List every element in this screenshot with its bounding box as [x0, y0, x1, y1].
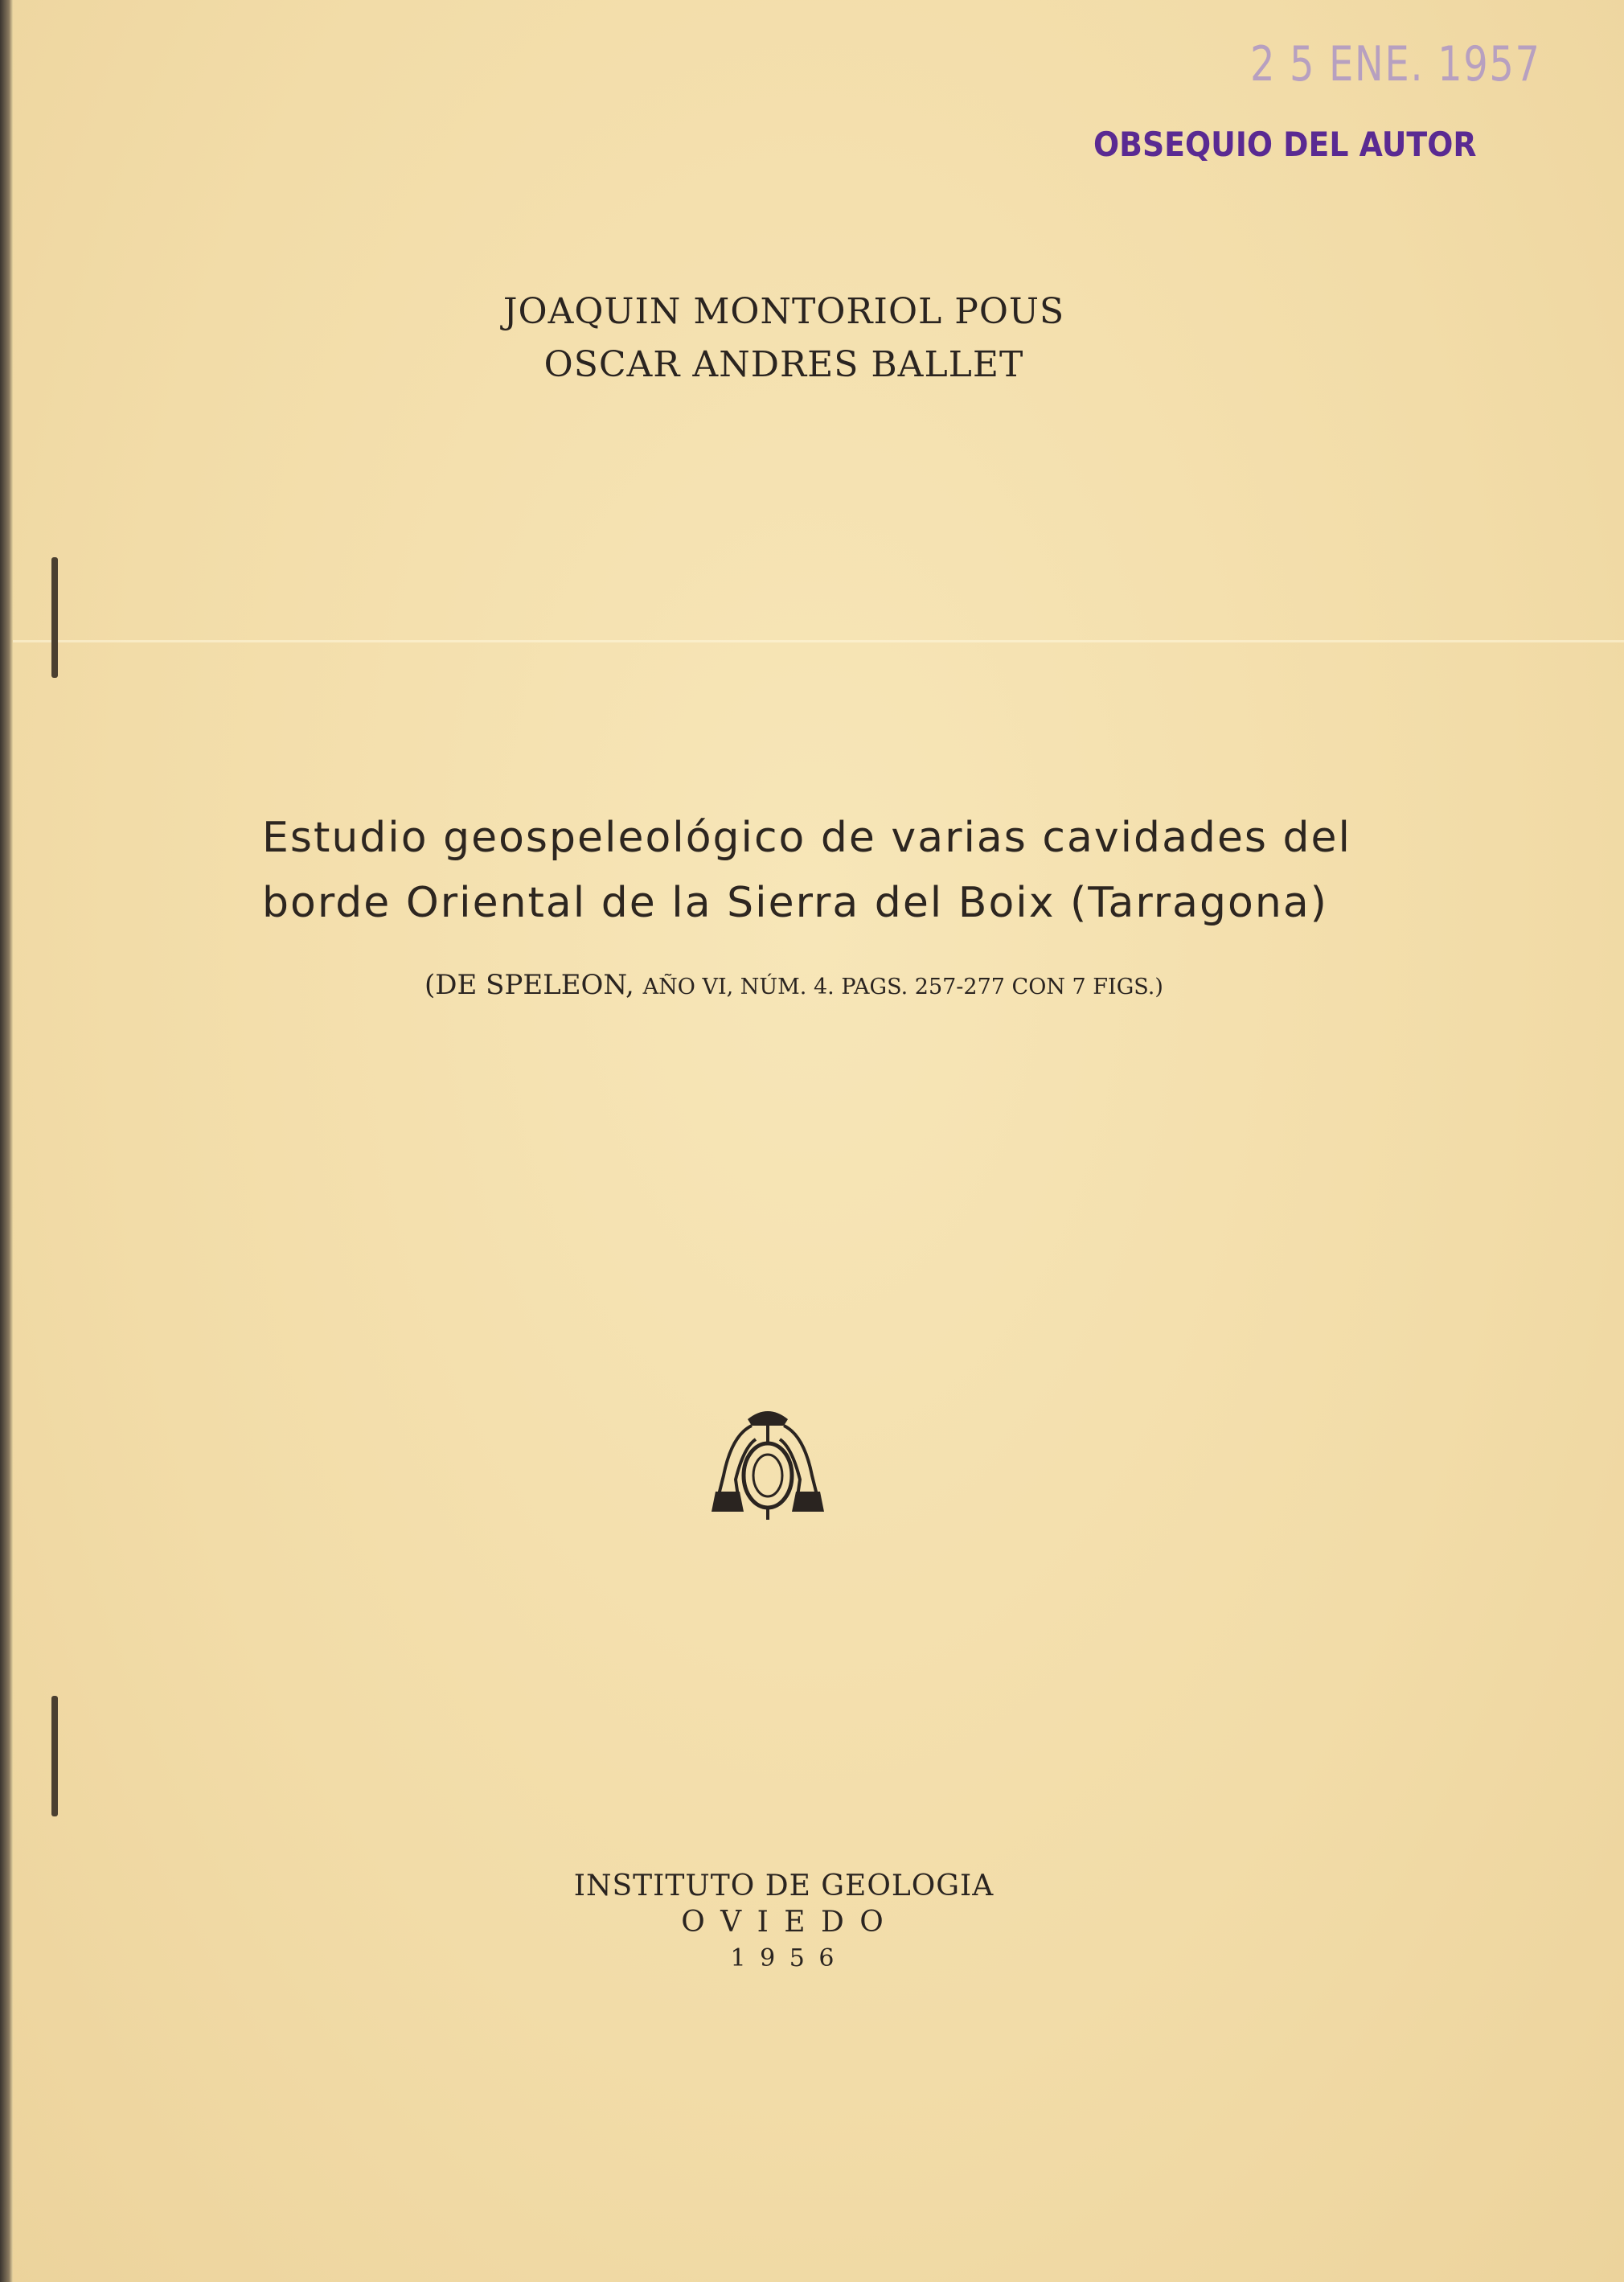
- binding-edge: [0, 0, 13, 2282]
- publisher-city: O V I E D O: [681, 1906, 887, 1939]
- date-stamp: 2 5 ENE. 1957: [1250, 36, 1541, 92]
- title-line-1: Estudio geospeleológico de varias cavidades del: [262, 814, 1351, 862]
- publication-year: 1 9 5 6: [730, 1944, 838, 1972]
- title-line-2: borde Oriental de la Sierra del Boix (Tarragona): [262, 879, 1328, 927]
- institute-name: INSTITUTO DE GEOLOGIA: [573, 1870, 994, 1902]
- author-1: JOAQUIN MONTORIOL POUS: [502, 291, 1065, 332]
- staple-bottom: [51, 1696, 58, 1816]
- source-prefix: (DE SPELEON,: [424, 969, 634, 1001]
- staple-top: [51, 557, 58, 678]
- episcopal-coat-of-arms-emblem: [707, 1403, 828, 1524]
- source-citation: [424, 969, 1163, 1001]
- gift-stamp: OBSEQUIO DEL AUTOR: [1093, 125, 1477, 164]
- fold-line: [13, 640, 1624, 642]
- source-details: AÑO VI, NÚM. 4. PAGS. 257-277 CON 7 FIGS.): [642, 975, 1163, 999]
- author-2: OSCAR ANDRES BALLET: [543, 344, 1024, 385]
